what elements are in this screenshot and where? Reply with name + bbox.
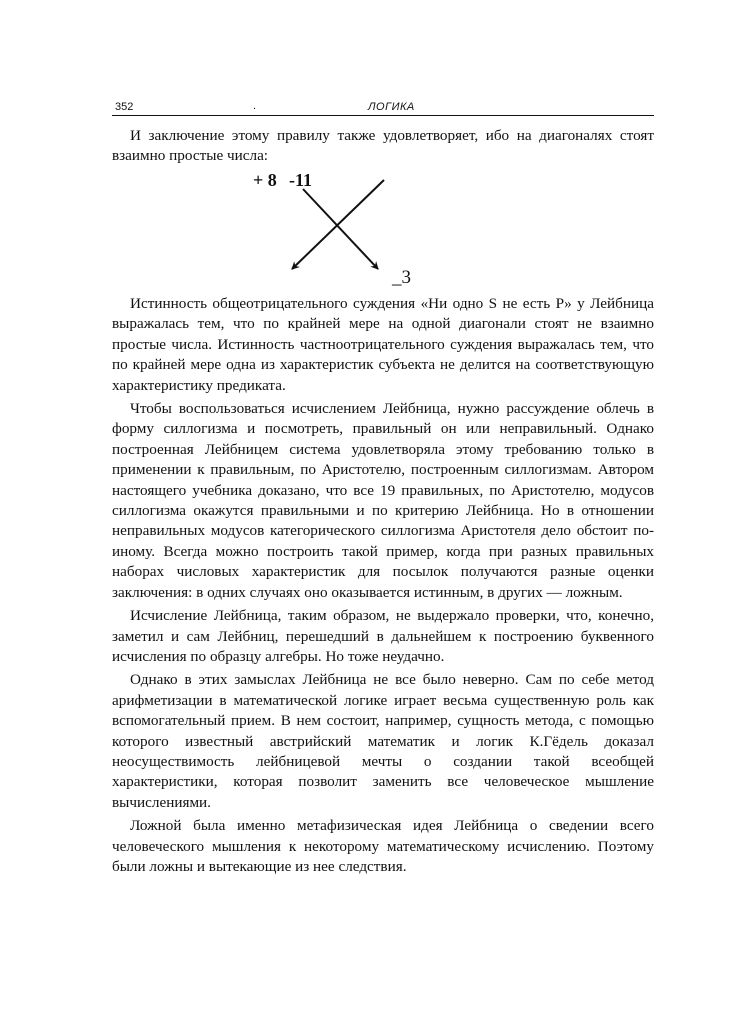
header-separator: .: [253, 100, 257, 112]
figure-label-top-left: + 8: [253, 170, 277, 190]
running-header: [112, 101, 654, 116]
paragraph-5: Ложной была именно метафизическая идея Лейбница о сведении всего человеческого мышления к некоторому математическому исчислению. Поэтому были ложны и вытекающие из нее следствия.: [112, 817, 654, 875]
intro-paragraph: И заключение этому правилу также удовлетворяет, ибо на диагоналях стоят взаимно простые числа:: [112, 127, 654, 165]
paragraph-4: Однако в этих замыслах Лейбница не все было неверно. Сам по себе метод арифметизации в математической логике играет весьма существенную роль как вспомогательный прием. В нем состоит, например, сущность метода, с помощью которого известный австрийский математик и логик К.Гёдель доказал неосуществимость лейбницевой мечты о создании такой всеобщей характеристики, которая позволит заменить все человеческое мышление вычислениями.: [112, 671, 654, 811]
paragraph-2: Чтобы воспользоваться исчислением Лейбница, нужно рассуждение облечь в форму силлогизма и посмотреть, правильный он или неправильный. Однако построенная Лейбницем система удовлетворяла этому требованию только в применении к правильным, по Аристотелю, построенным силлогизмам. Автором настоящего учебника доказано, что все 19 правильных, по Аристотелю, модусов силлогизма окажутся правильными и по критерию Лейбница. Но в отношении неправильных модусов категорического силлогизма Аристотеля дело обстоит по-иному. Всегда можно построить такой пример, когда при разных правильных наборах числовых характеристик для посылок получаются разные оценки заключения: в одних случаях оно оказывается истинным, в других — ложным.: [112, 400, 654, 601]
page-number: 352: [115, 101, 134, 113]
figure-label-top-right: -11: [289, 170, 313, 190]
paragraph-3: Исчисление Лейбница, таким образом, не выдержало проверки, что, конечно, заметил и сам Лейбниц, перешедший в дальнейшем к построению буквенного исчисления по образцу алгебры. Но тоже неудачно.: [112, 607, 654, 665]
diagonal-figure: [245, 168, 435, 292]
intro-block: [112, 126, 654, 167]
diagonal-arrow-right: [303, 189, 378, 269]
running-title: ЛОГИКА: [368, 101, 415, 113]
main-text: [112, 294, 654, 877]
figure-label-bottom-right: _3: [392, 267, 411, 288]
paragraph-1: Истинность общеотрицательного суждения «Ни одно S не есть P» у Лейбница выражалась тем, что по крайней мере на одной диагонали стоят не взаимно простые числа. Истинность частноотрицательного суждения выражалась тем, что по крайней мере одна из характеристик субъекта не делится на соответствующую характеристику предиката.: [112, 295, 654, 394]
